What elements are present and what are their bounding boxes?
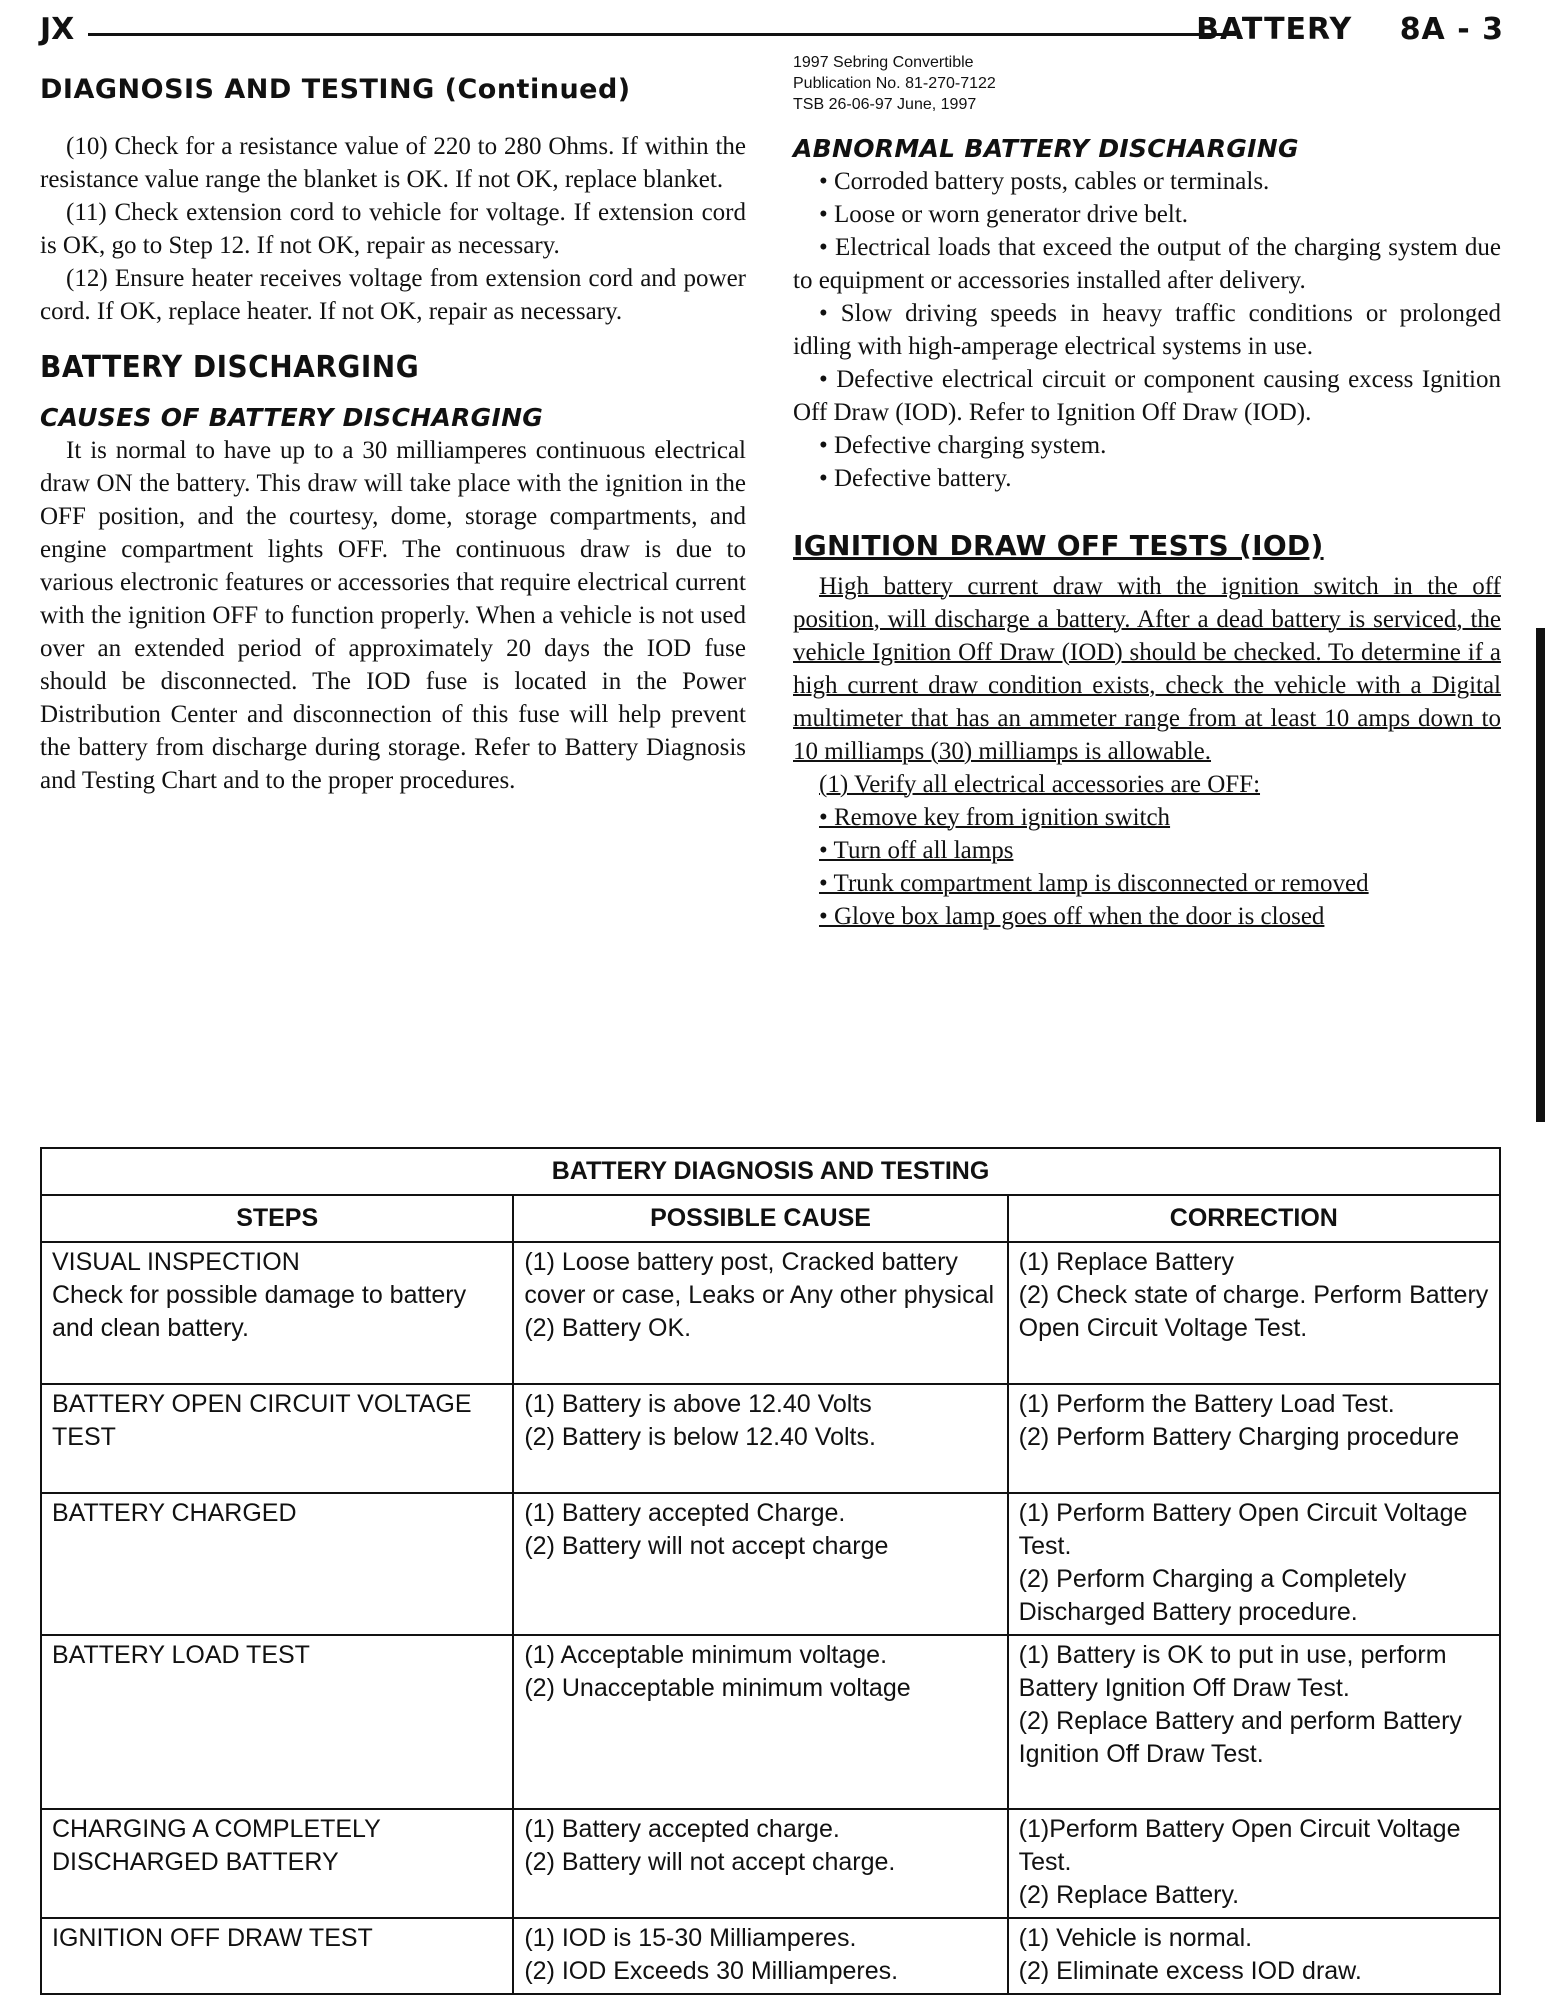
iod-item: • Trunk compartment lamp is disconnected or removed (819, 870, 1369, 897)
bullet-item: • Defective electrical circuit or component causing excess Ignition Off Draw (IOD). Refer to Ignition Off Draw (IOD). (793, 366, 1501, 426)
step-paragraph: (12) Ensure heater receives voltage from extension cord and power cord. If OK, replace heater. If not OK, repair as necessary. (40, 265, 746, 325)
cause-cell: (1) Battery is above 12.40 Volts (2) Battery is below 12.40 Volts. (513, 1384, 1007, 1493)
step-cell: BATTERY CHARGED (41, 1493, 513, 1635)
table-row (41, 1242, 1500, 1384)
publication-note-line: 1997 Sebring Convertible (793, 54, 974, 71)
cause-cell: (1) Battery accepted charge. (2) Battery will not accept charge. (513, 1809, 1007, 1918)
step-paragraph: (11) Check extension cord to vehicle for voltage. If extension cord is OK, go to Step 12. If not OK, repair as necessary. (40, 199, 746, 259)
body-paragraph: It is normal to have up to a 30 milliamperes continuous electrical draw ON the battery. This draw will take place with the ignition in the OFF position, and the courtesy, dome, storage compartments, and engine compartment lights OFF. The continuous draw is due to various electronic features or accessories that require electrical current with the ignition OFF to function properly. When a vehicle is not used over an extended period of approximately 20 days the IOD fuse should be disconnected. The IOD fuse is located in the Power Distribution Center and disconnection of this fuse will help prevent the battery from discharge during storage. Refer to Battery Diagnosis and Testing Chart and to the proper procedures. (40, 437, 746, 794)
iod-item: • Turn off all lamps (819, 837, 1014, 864)
header-rule (88, 33, 1236, 36)
section-heading: BATTERY DISCHARGING (40, 348, 420, 385)
step-cell: CHARGING A COMPLETELY DISCHARGED BATTERY (41, 1809, 513, 1918)
table-row (41, 1635, 1500, 1809)
iod-body: High battery current draw with the ignition switch in the off position, will discharge a battery. After a dead battery is serviced, the vehicle Ignition Off Draw (IOD) should be checked. To determine if a high current draw condition exists, check the vehicle with a Digital multimeter that has an ammeter range from at least 10 amps down to 10 milliamps (30) milliamps is allowable. (793, 573, 1501, 765)
table-row (41, 1384, 1500, 1493)
bullet-item: • Loose or worn generator drive belt. (819, 201, 1189, 228)
continued-title: DIAGNOSIS AND TESTING (Continued) (40, 74, 631, 105)
column-header: POSSIBLE CAUSE (513, 1195, 1007, 1242)
table-row (41, 1493, 1500, 1635)
correction-cell: (1)Perform Battery Open Circuit Voltage Test. (2) Replace Battery. (1008, 1809, 1500, 1918)
publication-note-line: Publication No. 81-270-7122 (793, 75, 996, 92)
left-column (40, 130, 746, 797)
correction-cell: (1) Perform Battery Open Circuit Voltage Test. (2) Perform Charging a Completely Discharged Battery procedure. (1008, 1493, 1500, 1635)
table-title: BATTERY DIAGNOSIS AND TESTING (41, 1148, 1500, 1195)
column-header: STEPS (41, 1195, 513, 1242)
diagnosis-table (40, 1147, 1501, 1995)
cause-cell: (1) Battery accepted Charge. (2) Battery will not accept charge (513, 1493, 1007, 1635)
bullet-item: • Electrical loads that exceed the output of the charging system due to equipment or accessories installed after delivery. (793, 234, 1501, 294)
table-row (41, 1809, 1500, 1918)
correction-cell: (1) Vehicle is normal. (2) Eliminate excess IOD draw. (1008, 1918, 1500, 1994)
step-cell: BATTERY OPEN CIRCUIT VOLTAGE TEST (41, 1384, 513, 1493)
bullet-item: • Defective battery. (819, 465, 1012, 492)
table-header-row (41, 1195, 1500, 1242)
step-cell: BATTERY LOAD TEST (41, 1635, 513, 1809)
iod-heading: IGNITION DRAW OFF TESTS (IOD) (793, 529, 1324, 562)
bullet-item: • Slow driving speeds in heavy traffic conditions or prolonged idling with high-amperage electrical systems in use. (793, 300, 1501, 360)
abnormal-heading: ABNORMAL BATTERY DISCHARGING (793, 134, 1299, 163)
table-row (41, 1918, 1500, 1994)
correction-cell: (1) Battery is OK to put in use, perform Battery Ignition Off Draw Test. (2) Replace Battery and perform Battery Ignition Off Draw Test. (1008, 1635, 1500, 1809)
step-cell: IGNITION OFF DRAW TEST (41, 1918, 513, 1994)
column-header: CORRECTION (1008, 1195, 1500, 1242)
header-page-number: 8A - 3 (1399, 12, 1504, 47)
iod-step: (1) Verify all electrical accessories are OFF: (819, 771, 1261, 798)
bullet-item: • Corroded battery posts, cables or terminals. (819, 168, 1270, 195)
correction-cell: (1) Replace Battery (2) Check state of charge. Perform Battery Open Circuit Voltage Test. (1008, 1242, 1500, 1384)
header-right (1160, 12, 1504, 47)
cause-cell: (1) Loose battery post, Cracked battery cover or case, Leaks or Any other physical (2) Battery OK. (513, 1242, 1007, 1384)
publication-note (793, 52, 996, 115)
iod-item: • Remove key from ignition switch (819, 804, 1171, 831)
revision-change-bar (1536, 628, 1545, 1122)
right-column (793, 132, 1501, 933)
cause-cell: (1) IOD is 15-30 Milliamperes. (2) IOD Exceeds 30 Milliamperes. (513, 1918, 1007, 1994)
cause-cell: (1) Acceptable minimum voltage. (2) Unacceptable minimum voltage (513, 1635, 1007, 1809)
bullet-item: • Defective charging system. (819, 432, 1107, 459)
iod-item: • Glove box lamp goes off when the door is closed (819, 903, 1325, 930)
publication-note-line: TSB 26-06-97 June, 1997 (793, 96, 977, 113)
step-cell: VISUAL INSPECTION Check for possible damage to battery and clean battery. (41, 1242, 513, 1384)
step-paragraph: (10) Check for a resistance value of 220 to 280 Ohms. If within the resistance value range the blanket is OK. If not OK, replace blanket. (40, 133, 746, 193)
header-section: BATTERY (1196, 12, 1353, 47)
table-title-row (41, 1148, 1500, 1195)
correction-cell: (1) Perform the Battery Load Test. (2) Perform Battery Charging procedure (1008, 1384, 1500, 1493)
header-code: JX (40, 12, 75, 47)
sub-heading: CAUSES OF BATTERY DISCHARGING (40, 403, 544, 432)
